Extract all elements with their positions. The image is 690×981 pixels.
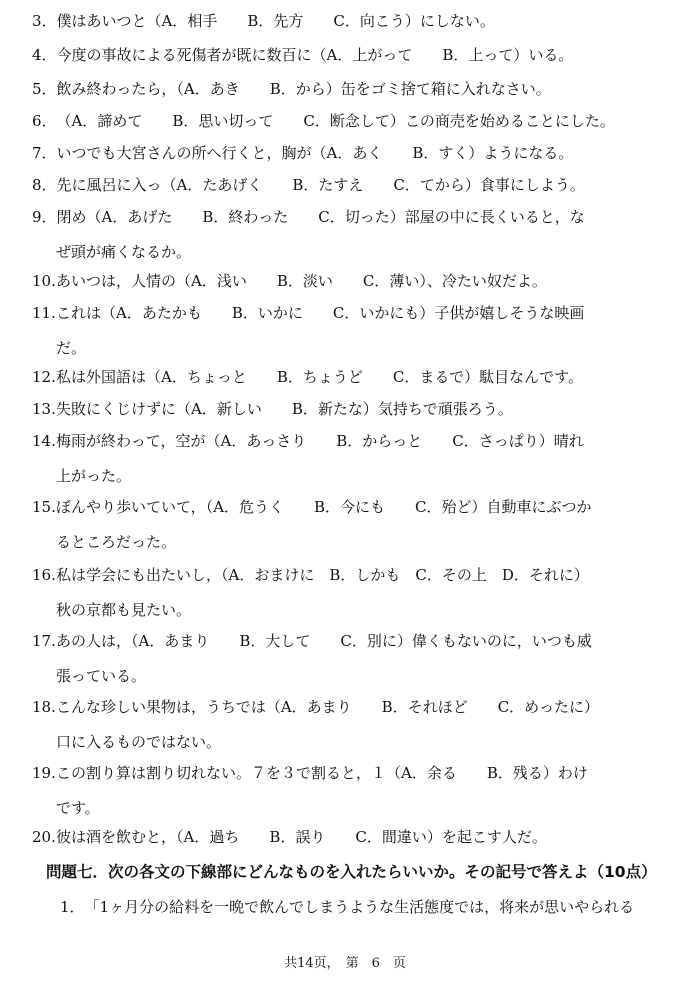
question-number: 12. bbox=[32, 368, 56, 386]
footer-total-pages: 共14页， bbox=[284, 956, 340, 971]
question-18 bbox=[32, 690, 662, 760]
question-16 bbox=[32, 558, 662, 628]
question-number: 5． bbox=[32, 80, 57, 98]
question-19 bbox=[32, 756, 662, 826]
question-10 bbox=[32, 264, 662, 299]
question-text: 飲み終わったら，（A．あき B．から）缶をゴミ捨て箱に入れなさい。 bbox=[56, 80, 551, 98]
question-number: 7． bbox=[32, 144, 57, 162]
page-footer bbox=[0, 952, 690, 971]
question-text: 私は学会にも出たいし，（A．おまけに B．しかも C．その上 D．それに） bbox=[56, 566, 589, 584]
question-5 bbox=[32, 72, 662, 107]
question-11 bbox=[32, 296, 662, 366]
question-continuation: 上がった。 bbox=[56, 467, 132, 485]
question-text: あの人は，（A．あまり B．大して C．別に）偉くもないのに，いつも威 bbox=[56, 632, 592, 650]
question-number: 14. bbox=[32, 432, 56, 450]
question-13 bbox=[32, 392, 662, 427]
question-text: 先に風呂に入っ（A．たあげく B．たすえ C．てから）食事にしよう。 bbox=[56, 176, 585, 194]
question-continuation: だ。 bbox=[56, 339, 87, 357]
question-text: 失敗にくじけずに（A．新しい B．新たな）気持ちで頑張ろう。 bbox=[56, 400, 513, 418]
question-number: 10. bbox=[32, 272, 56, 290]
question-text: こんな珍しい果物は，うちでは（A．あまり B．それほど C．めったに） bbox=[56, 698, 600, 716]
question-number: 4． bbox=[32, 46, 57, 64]
question-number: 19. bbox=[32, 764, 56, 782]
question-12 bbox=[32, 360, 662, 395]
question-continuation: ぜ頭が痛くなるか。 bbox=[56, 243, 192, 261]
section-title: 問題七．次の各文の下線部にどんなものを入れたらいいか。その記号で答えよ（10点） bbox=[46, 863, 657, 881]
question-4 bbox=[32, 38, 662, 73]
question-text: いつでも大宮さんの所へ行くと，胸が（A．あく B．すく）ようになる。 bbox=[56, 144, 574, 162]
question-continuation: です。 bbox=[56, 799, 100, 817]
question-text: これは（A．あたかも B．いかに C．いかにも）子供が嬉しそうな映画 bbox=[56, 304, 585, 322]
question-number: 20. bbox=[32, 828, 56, 846]
question-number: 11. bbox=[32, 304, 56, 322]
question-text: この割り算は割り切れない。７を３で割ると，１（A．余る B．残る）わけ bbox=[56, 764, 588, 782]
question-continuation: 張っている。 bbox=[56, 667, 147, 685]
question-number: 18. bbox=[32, 698, 56, 716]
question-text: 今度の事故による死傷者が既に数百に（A．上がって B．上って）いる。 bbox=[56, 46, 574, 64]
question-6 bbox=[32, 104, 662, 139]
question-text: あいつは，人情の（A．浅い B．淡い C．薄い）、冷たい奴だよ。 bbox=[56, 272, 547, 290]
question-text: （A．諦めて B．思い切って C．断念して）この商売を始めることにした。 bbox=[56, 112, 615, 130]
question-3 bbox=[32, 4, 662, 39]
question-number: 8． bbox=[32, 176, 57, 194]
question-number: 15. bbox=[32, 498, 56, 516]
question-continuation: 口に入るものではない。 bbox=[56, 733, 222, 751]
question-8 bbox=[32, 168, 662, 203]
question-text: 「1ヶ月分の給料を一晩で飲んでしまうような生活態度では，将来が思いやられる bbox=[84, 898, 635, 916]
question-15 bbox=[32, 490, 662, 560]
question-continuation: 秋の京都も見たい。 bbox=[56, 601, 192, 619]
question-number: 6． bbox=[32, 112, 57, 130]
question-text: 私は外国語は（A．ちょっと B．ちょうど C．まるで）駄目なんです。 bbox=[56, 368, 583, 386]
question-7 bbox=[32, 136, 662, 171]
question-continuation: るところだった。 bbox=[56, 533, 177, 551]
question-number: 17. bbox=[32, 632, 56, 650]
question-text: 梅雨が終わって，空が（A．あっさり B．からっと C．さっぱり）晴れ bbox=[56, 432, 584, 450]
footer-page-number: 第 6 页 bbox=[345, 956, 406, 971]
question-number: 3． bbox=[32, 12, 57, 30]
question-number: 13. bbox=[32, 400, 56, 418]
question-17 bbox=[32, 624, 662, 694]
question-14 bbox=[32, 424, 662, 494]
question-text: 閉め（A．あげた B．終わった C．切った）部屋の中に長くいると，な bbox=[56, 208, 585, 226]
question-number: 1． bbox=[60, 898, 85, 916]
question-number: 16. bbox=[32, 566, 56, 584]
question-text: ぼんやり歩いていて，（A．危うく B．今にも C．殆ど）自動車にぶつか bbox=[56, 498, 592, 516]
next-question-1 bbox=[60, 890, 660, 925]
question-text: 彼は酒を飲むと，（A．過ち B．誤り C．間違い）を起こす人だ。 bbox=[56, 828, 547, 846]
question-number: 9． bbox=[32, 208, 57, 226]
question-text: 僕はあいつと（A．相手 B．先方 C．向こう）にしない。 bbox=[56, 12, 495, 30]
question-20 bbox=[32, 820, 662, 855]
question-9 bbox=[32, 200, 662, 270]
